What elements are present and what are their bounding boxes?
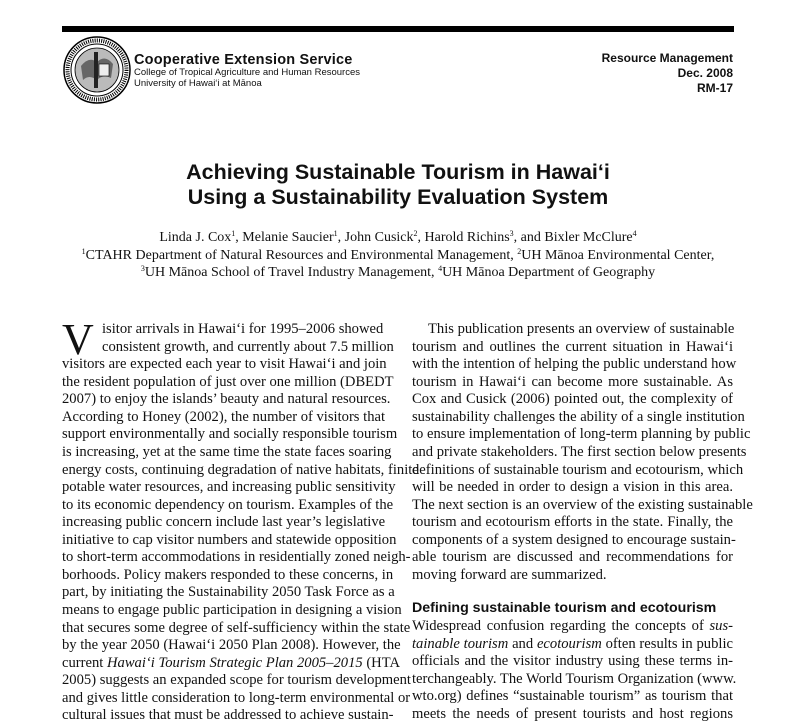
text-line: This publication presents an overview of sustainable [428, 321, 735, 337]
header-rule [62, 26, 734, 32]
text-line: tourism and ecotourism efforts in the state. Finally, the [412, 514, 733, 531]
text-line: cultural issues that must be addressed to achieve sustain- [62, 707, 394, 724]
text-line: to its economic dependency on tourism. Examples of the [62, 496, 394, 513]
text-line: able tourism are discussed and recommendations for [412, 549, 733, 566]
text-line: with the intention of helping the public understand how [412, 356, 737, 373]
text-line: by the year 2050 (Hawai‘i 2050 Plan 2008). However, the [62, 637, 401, 654]
left-column [62, 315, 419, 725]
series-name: Resource Management [601, 51, 733, 65]
university-seal-logo [63, 36, 131, 104]
text-line: borhoods. Policy makers responded to these concerns, in [62, 566, 394, 583]
text-line: According to Honey (2002), the number of visitors that [62, 408, 386, 425]
text-line: consistent growth, and currently about 7.5 million [102, 338, 394, 355]
text-line: definitions of sustainable tourism and ecotourism, which [412, 461, 744, 478]
text-line: components of a system designed to encourage sustain- [412, 531, 736, 548]
author-list: Linda J. Cox$^1$, Melanie Saucier$^1$, John Cusick$^2$, Harold Richins$^3$, and Bixler McClure$^4$ [159, 229, 637, 245]
text-line: increasing public concern include last year’s legislative [62, 514, 386, 531]
text-line: tainable tourism and ecotourism often results in public [412, 635, 733, 652]
text-line: Cox and Cusick (2006) pointed out, the complexity of [412, 391, 733, 408]
author-block [62, 229, 734, 282]
publication-date: Dec. 2008 [677, 66, 733, 80]
text-line: means to engage public participation in designing a vision [62, 602, 402, 618]
text-line: moving forward are summarized. [412, 566, 607, 583]
author: Harold Richins [424, 230, 510, 245]
text-line: tourism and outlines the current situation in Hawai‘i [412, 338, 733, 355]
right-column [412, 321, 753, 723]
affiliation: UH Mānoa Environmental Center, [521, 247, 715, 263]
text-line: 2005) suggests an expanded scope for tourism development [62, 672, 411, 689]
text-line: visitors are expected each year to visit Hawai‘i and join [62, 356, 387, 373]
text-line: support environmentally and socially responsible tourism [62, 426, 398, 443]
text-line: The next section is an overview of the existing sustainable [412, 496, 753, 513]
text-line: meets the needs of present tourists and host regions [412, 705, 733, 722]
text-line: wto.org) defines “sustainable tourism” as tourism that [412, 688, 733, 705]
text-line: to ensure implementation of long-term planning by public [412, 426, 751, 443]
text-line: terchangeably. The World Tourism Organization (www. [412, 670, 737, 687]
text-line: the resident population of just over one million (DBEDT [62, 373, 394, 390]
text-line: isitor arrivals in Hawai‘i for 1995–2006 showed [102, 321, 384, 337]
affiliations-line-1: $^1$CTAHR Department of Natural Resources and Environmental Management, $^2$UH Mānoa Environmental Center, [81, 246, 715, 263]
document-title [62, 160, 734, 210]
section-heading: Defining sustainable tourism and ecotourism [412, 600, 717, 617]
affiliation: CTAHR Department of Natural Resources and Environmental Management, [85, 247, 514, 263]
text-line: part, by initiating the Sustainability 2050 Task Force as a [62, 584, 395, 601]
text-line: that secures some degree of self-sufficiency within the state [62, 619, 411, 636]
publication-info [602, 51, 733, 96]
text-line: is increasing, yet at the same time the state faces soaring [62, 443, 392, 460]
author: Linda J. Cox [159, 230, 232, 245]
text-line: Widespread confusion regarding the concepts of sus- [412, 618, 733, 634]
text-line: current Hawai‘i Tourism Strategic Plan 2005–2015 (HTA [62, 654, 401, 671]
text-line: energy costs, continuing degradation of native habitats, finite [62, 461, 419, 478]
author: Melanie Saucier [242, 230, 334, 245]
affiliation: UH Mānoa Department of Geography [442, 265, 656, 280]
org-university: University of Hawai‘i at Mānoa [134, 77, 262, 89]
text-line: officials and the visitor industry using these terms in- [412, 653, 733, 670]
author: Bixler McClure [544, 230, 633, 245]
text-line: potable water resources, and increasing public sensitivity [62, 479, 396, 496]
title-line-2: Using a Sustainability Evaluation System [187, 185, 609, 209]
text-line: 2007) to enjoy the islands’ beauty and natural resources. [62, 391, 391, 408]
drop-cap: V [62, 315, 94, 364]
org-college: College of Tropical Agriculture and Human Resources [134, 67, 361, 78]
publication-number: RM-17 [696, 81, 733, 95]
text-line: will be needed in order to design a vision in this area. [412, 479, 733, 496]
text-line: initiative to cap visitor numbers and statewide opposition [62, 531, 397, 548]
text-line: sustainability challenges the ability of a single institution [412, 408, 745, 425]
text-line: and private stakeholders. The first section below presents [412, 443, 747, 460]
title-line-1: Achieving Sustainable Tourism in Hawai‘i [186, 160, 610, 184]
affiliations-line-2: $^3$UH Mānoa School of Travel Industry Management, $^4$UH Mānoa Department of Geography [140, 264, 656, 280]
organization-block [134, 53, 360, 89]
text-line: to short-term accommodations in residentially zoned neigh- [62, 549, 411, 566]
org-name: Cooperative Extension Service [134, 52, 353, 68]
author: John Cusick [344, 230, 414, 245]
text-line: tourism in Hawai‘i can become more sustainable. As [412, 373, 733, 390]
affiliation: UH Mānoa School of Travel Industry Management, [144, 265, 435, 280]
text-line: and gives little consideration to long-term environmental or [62, 689, 411, 706]
